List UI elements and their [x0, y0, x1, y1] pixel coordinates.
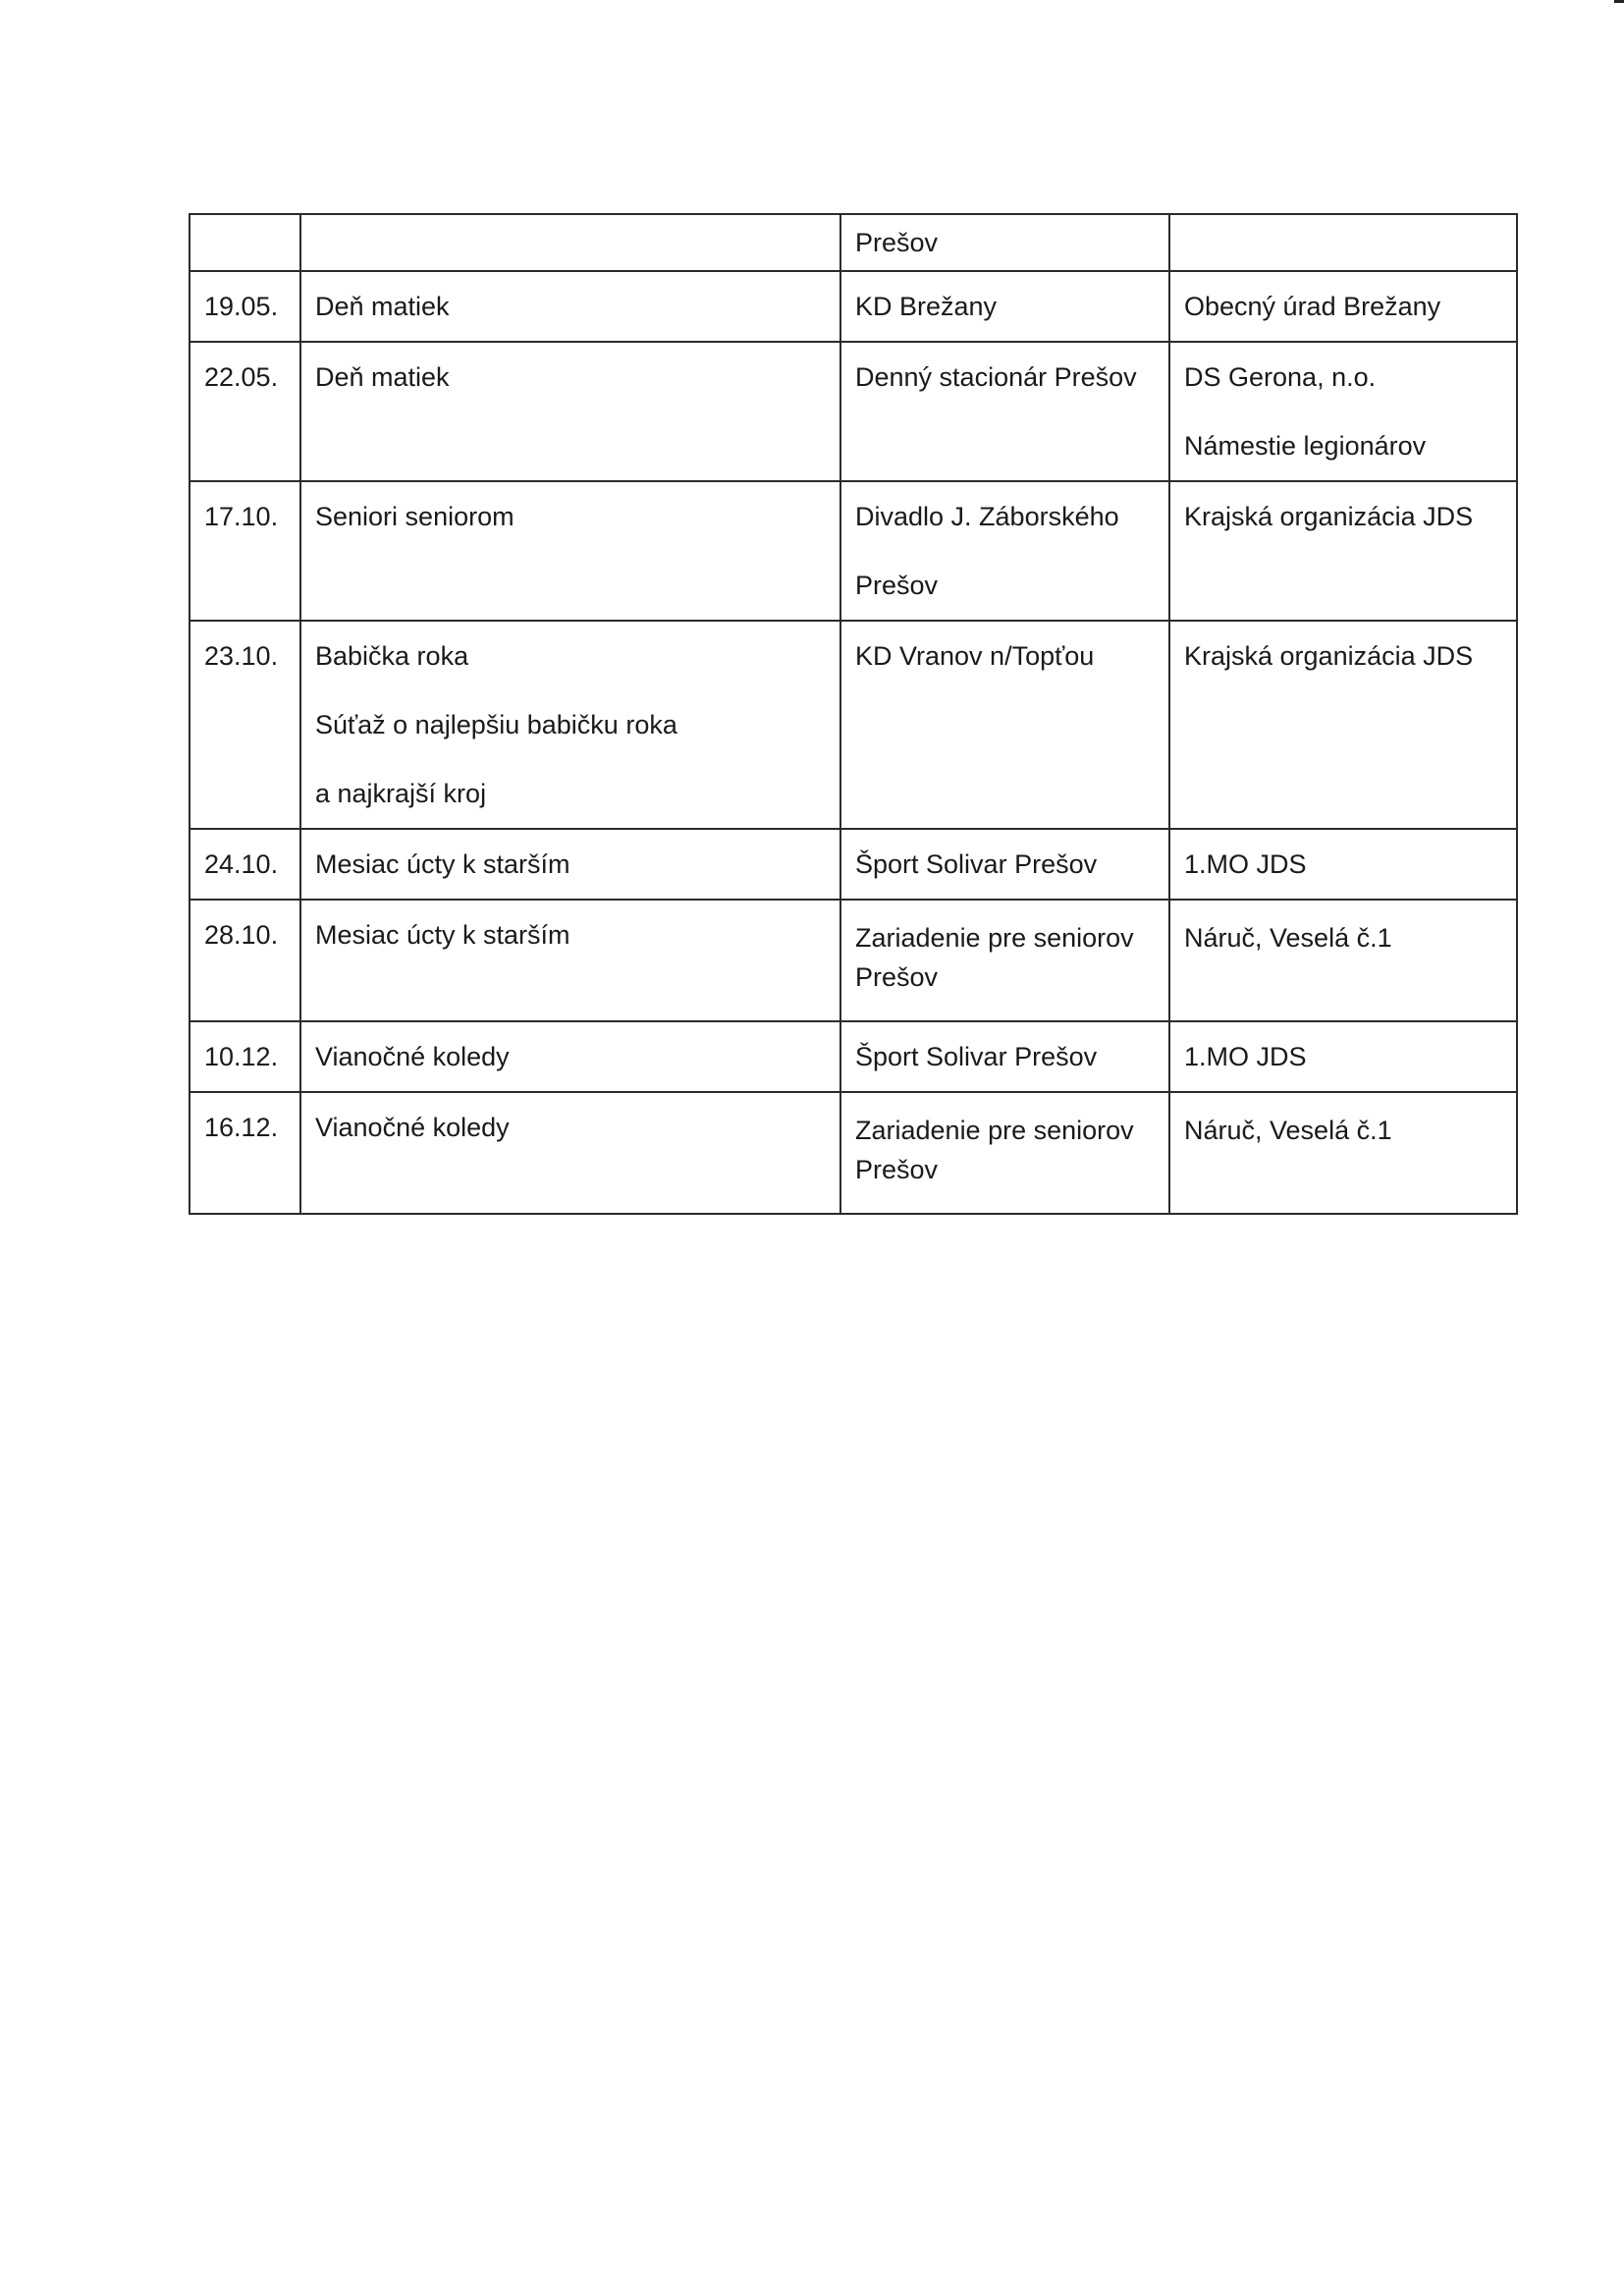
date-cell	[189, 481, 300, 621]
event-cell	[300, 829, 840, 900]
place-text: Divadlo J. Záborského	[855, 502, 1119, 531]
date-text: 23.10.	[204, 641, 279, 671]
event-text: Vianočné koledy	[315, 1042, 510, 1071]
place-text: Zariadenie pre seniorov	[855, 1116, 1134, 1145]
event-text: Seniori seniorom	[315, 502, 514, 531]
date-cell	[189, 1021, 300, 1092]
place-text: Prešov	[855, 1155, 939, 1184]
event-text: Babička roka	[315, 641, 469, 671]
place-text: Prešov	[855, 962, 939, 992]
date-text: 17.10.	[204, 502, 279, 531]
event-text: Deň matiek	[315, 292, 450, 321]
event-schedule-body	[189, 214, 1517, 1214]
organizer-cell	[1169, 621, 1517, 829]
date-text: 19.05.	[204, 292, 279, 321]
place-cell	[840, 214, 1169, 271]
place-cell	[840, 900, 1169, 1021]
event-cell	[300, 900, 840, 1021]
organizer-text: Náruč, Veselá č.1	[1184, 923, 1392, 953]
organizer-cell	[1169, 1092, 1517, 1214]
date-text: 24.10.	[204, 849, 279, 879]
table-row	[189, 481, 1517, 621]
organizer-text: 1.MO JDS	[1184, 1042, 1307, 1071]
scan-corner-mark	[1614, 0, 1624, 3]
event-text: Mesiac úcty k starším	[315, 849, 570, 879]
event-cell	[300, 621, 840, 829]
table-row	[189, 1021, 1517, 1092]
date-cell	[189, 829, 300, 900]
event-cell	[300, 342, 840, 481]
date-text: 22.05.	[204, 362, 279, 392]
organizer-text: Námestie legionárov	[1184, 431, 1427, 461]
date-text: 28.10.	[204, 920, 279, 950]
table-row	[189, 1092, 1517, 1214]
organizer-text: Náruč, Veselá č.1	[1184, 1116, 1392, 1145]
table-row	[189, 342, 1517, 481]
date-cell	[189, 342, 300, 481]
event-cell	[300, 1021, 840, 1092]
date-cell	[189, 621, 300, 829]
date-text: 10.12.	[204, 1042, 279, 1071]
place-cell	[840, 481, 1169, 621]
event-cell	[300, 481, 840, 621]
event-schedule-table	[189, 213, 1518, 1215]
place-cell	[840, 271, 1169, 342]
table-row	[189, 271, 1517, 342]
organizer-cell	[1169, 900, 1517, 1021]
place-text: Denný stacionár Prešov	[855, 362, 1137, 392]
organizer-text: DS Gerona, n.o.	[1184, 362, 1377, 392]
place-cell	[840, 1092, 1169, 1214]
table-row	[189, 214, 1517, 271]
date-cell	[189, 900, 300, 1021]
event-text: Mesiac úcty k starším	[315, 920, 570, 950]
date-cell	[189, 1092, 300, 1214]
date-cell	[189, 271, 300, 342]
table-row	[189, 829, 1517, 900]
place-text: Šport Solivar Prešov	[855, 1042, 1098, 1071]
organizer-cell	[1169, 481, 1517, 621]
table-row	[189, 900, 1517, 1021]
event-text: Vianočné koledy	[315, 1113, 510, 1142]
organizer-cell	[1169, 214, 1517, 271]
organizer-text: Krajská organizácia JDS	[1184, 502, 1474, 531]
place-text: Zariadenie pre seniorov	[855, 923, 1134, 953]
event-cell	[300, 271, 840, 342]
organizer-cell	[1169, 829, 1517, 900]
event-text: Deň matiek	[315, 362, 450, 392]
place-text: Šport Solivar Prešov	[855, 849, 1098, 879]
event-cell	[300, 214, 840, 271]
organizer-text: Krajská organizácia JDS	[1184, 641, 1474, 671]
event-text: a najkrajší kroj	[315, 779, 487, 808]
place-cell	[840, 1021, 1169, 1092]
place-text: Prešov	[855, 228, 939, 257]
date-text: 16.12.	[204, 1113, 279, 1142]
organizer-cell	[1169, 271, 1517, 342]
organizer-cell	[1169, 342, 1517, 481]
event-cell	[300, 1092, 840, 1214]
table-row	[189, 621, 1517, 829]
date-cell	[189, 214, 300, 271]
organizer-cell	[1169, 1021, 1517, 1092]
place-cell	[840, 621, 1169, 829]
place-text: KD Vranov n/Topťou	[855, 641, 1095, 671]
organizer-text: 1.MO JDS	[1184, 849, 1307, 879]
place-cell	[840, 829, 1169, 900]
place-cell	[840, 342, 1169, 481]
place-text: KD Brežany	[855, 292, 998, 321]
event-text: Súťaž o najlepšiu babičku roka	[315, 710, 677, 739]
place-text: Prešov	[855, 571, 939, 600]
organizer-text: Obecný úrad Brežany	[1184, 292, 1441, 321]
